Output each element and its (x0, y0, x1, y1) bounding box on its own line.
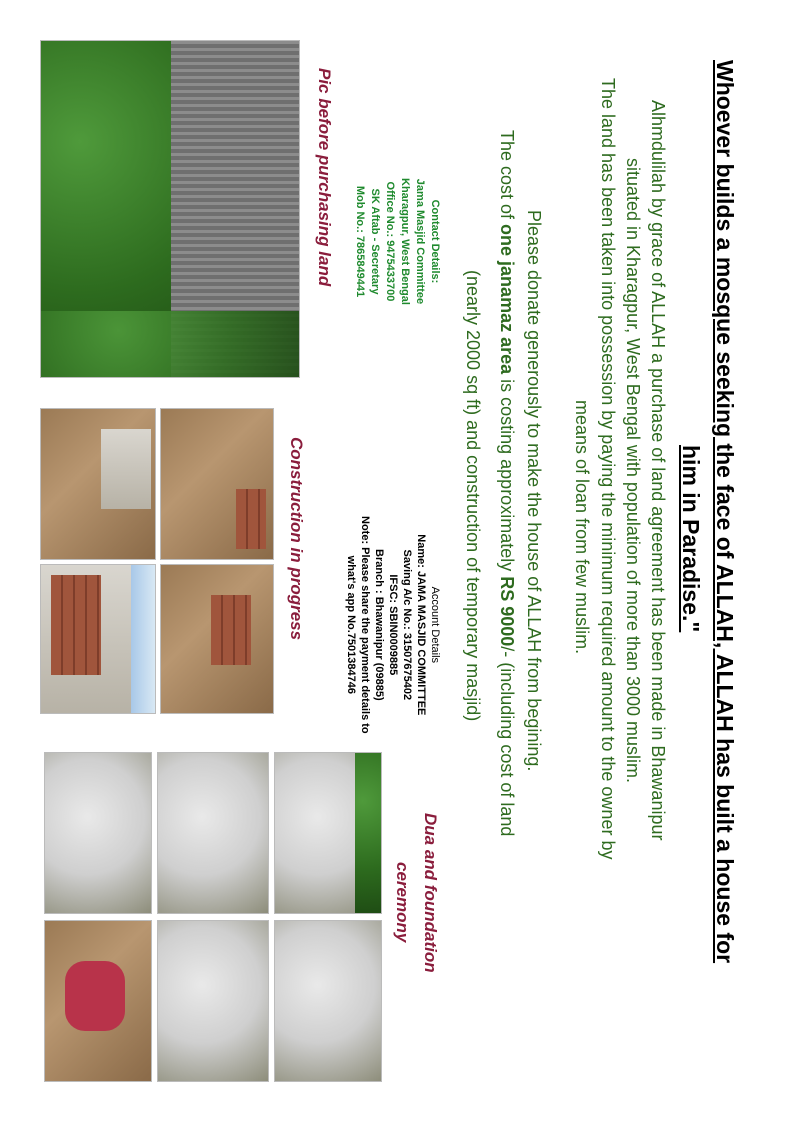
account-line: what's app No.7501384746 (345, 555, 357, 694)
account-title: Account Details (429, 586, 441, 664)
contact-details (352, 178, 442, 305)
caption-dua-line-1: Dua and foundation (421, 813, 440, 973)
account-details (344, 516, 442, 734)
photo-construction-4 (160, 564, 274, 714)
account-line: IFSC: SBIN0009885 (387, 574, 399, 676)
contact-line: Office No.: 9475433700 (384, 181, 396, 302)
janamaz-highlight: one janamaz area (497, 224, 517, 375)
contact-line: Kharagpur, West Bengal (399, 178, 411, 305)
caption-construction: Construction in progress (287, 437, 306, 641)
photo-ceremony-4 (44, 920, 152, 1082)
headline-line-1: Whoever builds a mosque seeking the face of ALLAH, ALLAH has built a house for (712, 60, 738, 964)
caption-before-land: Pic before purchasing land (315, 68, 334, 287)
body-line-7: (nearly 2000 sq ft) and construction of temporary masjid) (463, 270, 483, 722)
cost-middle: is costing approximately (497, 374, 517, 577)
account-line: Note: Please share the payment details to (359, 516, 371, 734)
body-line-5: Please donate generously to make the house of ALLAH from begining. (524, 210, 544, 772)
body-line-4: means of loan from few muslim. (572, 400, 592, 655)
contact-line: Jama Masjid Committee (414, 178, 426, 305)
cost-prefix: The cost of (497, 130, 517, 225)
headline-line-2: him in Paradise." (678, 445, 704, 633)
cost-suffix: /- (including cost of land (497, 646, 517, 837)
photo-construction-3 (40, 564, 156, 714)
account-line: Saving A/c No.: 31507675402 (401, 549, 413, 701)
photo-ceremony-5 (157, 920, 269, 1082)
contact-title: Contact Details: (429, 199, 441, 284)
photo-construction-2 (160, 408, 274, 560)
account-line: Name: JAMA MASJID COMMITTEE (415, 534, 427, 716)
caption-dua-line-2: ceremony (393, 862, 412, 943)
photo-land-before (40, 40, 300, 378)
body-line-6 (496, 130, 517, 836)
body-line-3: The land has been taken into possession by paying the minimum required amount to the owner by (598, 78, 618, 860)
body-line-2: situated in Kharagpur, West Bengal with population of more than 3000 muslim. (623, 158, 643, 784)
account-line: Branch : Bhawanipur (09885) (373, 549, 385, 701)
contact-line: SK Aftab - Secretary (369, 188, 381, 295)
amount-highlight: RS 9000 (497, 576, 517, 647)
body-line-1: Alhmdulilah by grace of ALLAH a purchase of land agreement has been made in Bhawanipur (648, 100, 668, 841)
contact-line: Mob No.: 7865849441 (354, 185, 366, 298)
photo-ceremony-6 (274, 920, 382, 1082)
photo-construction-1 (40, 408, 156, 560)
photo-ceremony-1 (44, 752, 152, 914)
photo-ceremony-3 (274, 752, 382, 914)
photo-ceremony-2 (157, 752, 269, 914)
